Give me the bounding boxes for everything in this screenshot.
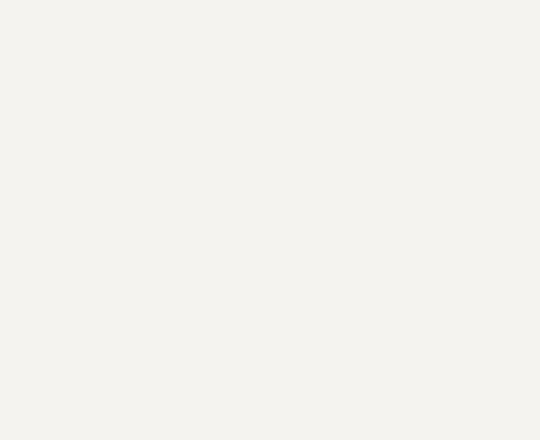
paragraph-line: [8, 342, 528, 359]
paragraph-line: [8, 358, 528, 375]
paragraph-line: [8, 375, 528, 392]
paragraph-line: [8, 21, 528, 38]
paragraph-line: [8, 325, 528, 342]
paragraph-line: [8, 223, 528, 240]
paragraph-line: [8, 239, 528, 256]
paragraph-line: [8, 156, 528, 173]
paragraph-line: [8, 190, 528, 207]
paragraph-line: [8, 425, 528, 440]
paragraph-line: [8, 392, 528, 409]
paragraph-line: [8, 4, 528, 21]
paragraph-line: [8, 73, 528, 90]
paragraph-line: [8, 408, 528, 425]
paragraph-line: [8, 273, 528, 290]
paragraph-line: [8, 54, 528, 71]
paragraph-line: [8, 173, 528, 190]
paragraph-line: [8, 107, 528, 124]
paragraph-line: [8, 292, 528, 309]
paragraph-3: [8, 292, 528, 440]
paragraph-2: [8, 73, 528, 289]
paragraph-line: [8, 37, 528, 54]
paragraph-1: [8, 4, 528, 70]
paragraph-line: [8, 140, 528, 157]
paragraph-line: [8, 309, 528, 326]
paragraph-line: [8, 256, 528, 273]
paragraph-line: [8, 90, 528, 107]
paragraph-line: [8, 123, 528, 140]
paragraph-line: [8, 206, 528, 223]
